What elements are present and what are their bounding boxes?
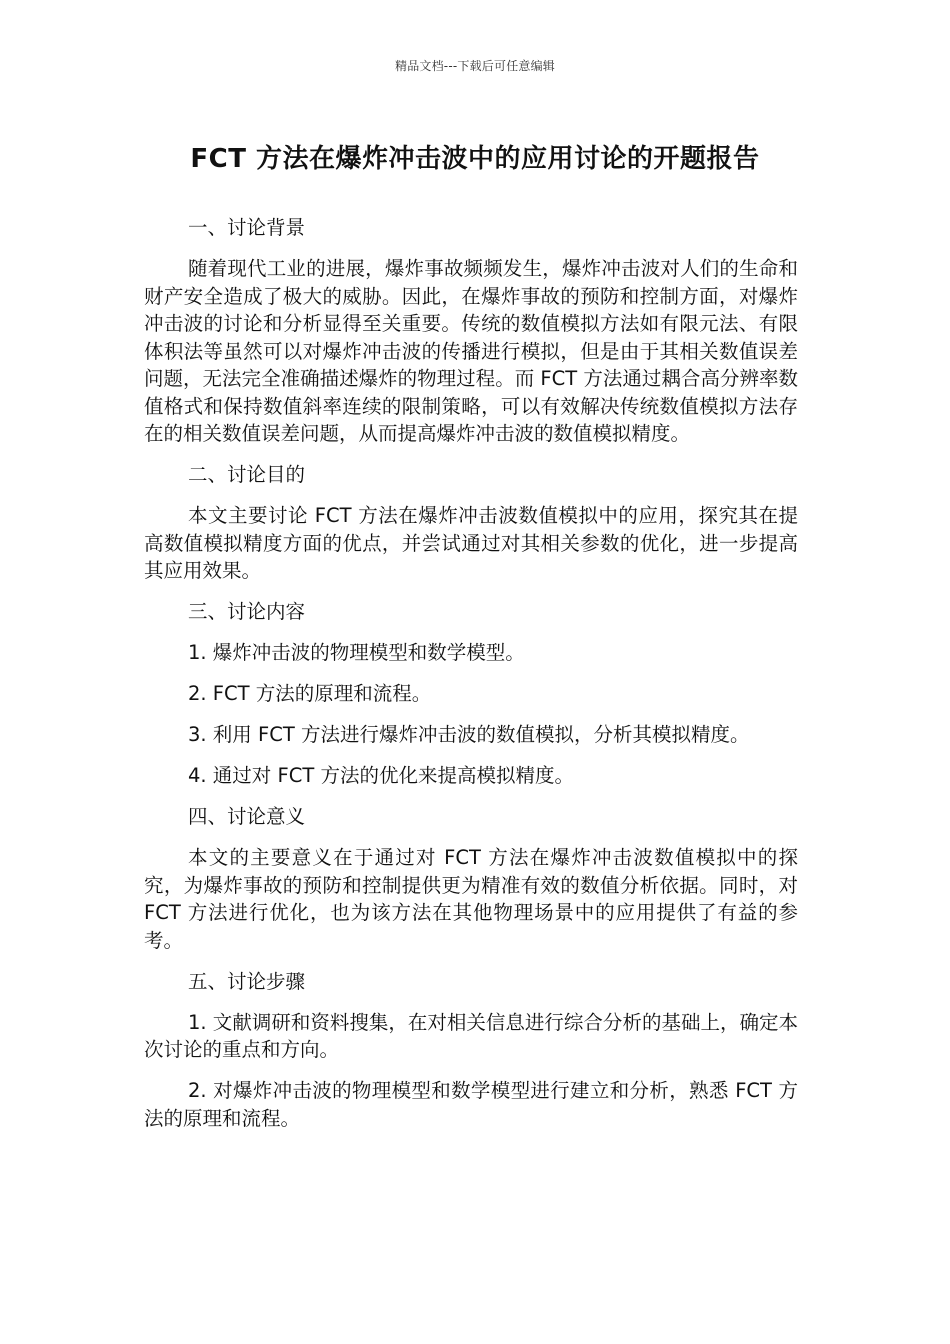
document-body (144, 214, 798, 1146)
section-heading-purpose: 二、讨论目的 (188, 463, 306, 486)
section-heading-significance: 四、讨论意义 (188, 805, 306, 828)
content-list-item: 1. 爆炸冲击波的物理模型和数学模型。 (188, 641, 525, 664)
content-list-item: 2. FCT 方法的原理和流程。 (188, 682, 432, 705)
steps-list-item: 1. 文献调研和资料搜集，在对相关信息进行综合分析的基础上，确定本次讨论的重点和方向。 (144, 1010, 798, 1061)
content-list-item: 3. 利用 FCT 方法进行爆炸冲击波的数值模拟，分析其模拟精度。 (188, 723, 750, 746)
section-heading-steps: 五、讨论步骤 (188, 969, 306, 993)
significance-paragraph: 本文的主要意义在于通过对 FCT 方法在爆炸冲击波数值模拟中的探究，为爆炸事故的预防和控制提供更为精准有效的数值分析依据。同时，对 FCT 方法进行优化，也为该方法在其他物理场景中的应用提供了有益的参考。 (144, 846, 798, 952)
purpose-paragraph: 本文主要讨论 FCT 方法在爆炸冲击波数值模拟中的应用，探究其在提高数值模拟精度方面的优点，并尝试通过对其相关参数的优化，进一步提高其应用效果。 (144, 504, 798, 582)
background-paragraph: 随着现代工业的进展，爆炸事故频频发生，爆炸冲击波对人们的生命和财产安全造成了极大的威胁。因此，在爆炸事故的预防和控制方面，对爆炸冲击波的讨论和分析显得至关重要。传统的数值模拟方法如有限元法、有限体积法等虽然可以对爆炸冲击波的传播进行模拟，但是由于其相关数值误差问题，无法完全准确描述爆炸的物理过程。而 FCT 方法通过耦合高分辨率数值格式和保持数值斜率连续的限制策略，可以有效解决传统数值模拟方法存在的相关数值误差问题，从而提高爆炸冲击波的数值模拟精度。 (144, 257, 798, 445)
steps-list-item: 2. 对爆炸冲击波的物理模型和数学模型进行建立和分析，熟悉 FCT 方法的原理和流程。 (144, 1079, 798, 1130)
page-header: 精品文档---下载后可任意编辑 (395, 59, 555, 73)
content-list-item: 4. 通过对 FCT 方法的优化来提高模拟精度。 (188, 764, 574, 787)
section-heading-content: 三、讨论内容 (188, 600, 306, 623)
document-title: FCT 方法在爆炸冲击波中的应用讨论的开题报告 (190, 144, 760, 174)
section-heading-background: 一、讨论背景 (188, 216, 306, 239)
